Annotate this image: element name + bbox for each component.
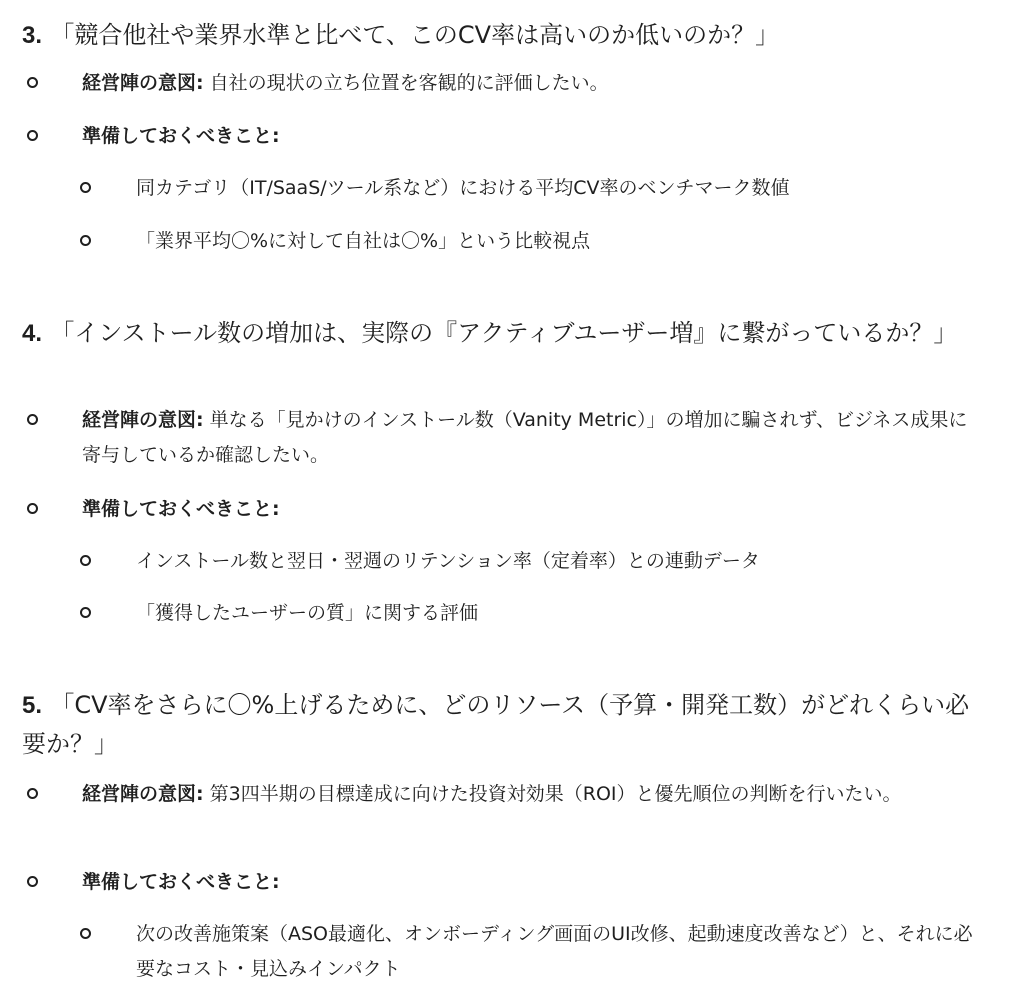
section-heading — [22, 314, 982, 353]
hollow-bullet-icon — [27, 130, 38, 141]
intent-item — [82, 66, 982, 101]
section-title: 「CV率をさらに〇%上げるために、どのリソース（予算・開発工数）がどれくらい必要か？」 — [22, 691, 970, 758]
hollow-bullet-icon — [80, 235, 91, 246]
prep-subitem-text: 同カテゴリ（IT/SaaS/ツール系など）における平均CV率のベンチマーク数値 — [136, 177, 790, 199]
prep-subitem-text: 次の改善施策案（ASO最適化、オンボーディング画面のUI改修、起動速度改善など）と、それに必要なコスト・見込みインパクト — [136, 923, 973, 980]
prep-label: 準備しておくべきこと: — [82, 498, 280, 520]
hollow-bullet-icon — [80, 928, 91, 939]
intent-label: 経営陣の意図: — [82, 783, 204, 805]
intent-item — [82, 403, 982, 473]
prep-subitem-text: 「業界平均〇%に対して自社は〇%」という比較視点 — [136, 230, 591, 252]
section-number: 5. — [22, 692, 43, 719]
hollow-bullet-icon — [80, 555, 91, 566]
prep-item — [82, 119, 982, 154]
prep-subitem-text: 「獲得したユーザーの質」に関する評価 — [136, 602, 479, 624]
intent-text: 単なる「見かけのインストール数（Vanity Metric）」の増加に騙されず、ビジネス成果に寄与しているか確認したい。 — [82, 409, 968, 466]
intent-label: 経営陣の意図: — [82, 72, 204, 94]
prep-label: 準備しておくべきこと: — [82, 871, 280, 893]
hollow-bullet-icon — [27, 876, 38, 887]
hollow-bullet-icon — [27, 414, 38, 425]
hollow-bullet-icon — [80, 607, 91, 618]
intent-text: 自社の現状の立ち位置を客観的に評価したい。 — [209, 72, 609, 94]
section-heading — [22, 686, 982, 763]
prep-subitem-text: インストール数と翌日・翌週のリテンション率（定着率）との連動データ — [136, 550, 760, 572]
intent-item — [82, 777, 982, 812]
prep-label: 準備しておくべきこと: — [82, 125, 280, 147]
section-title: 「インストール数の増加は、実際の『アクティブユーザー増』に繋がっているか？」 — [50, 319, 958, 347]
section-heading — [22, 16, 982, 55]
section-number: 4. — [22, 320, 43, 347]
hollow-bullet-icon — [80, 182, 91, 193]
hollow-bullet-icon — [27, 788, 38, 799]
intent-label: 経営陣の意図: — [82, 409, 204, 431]
prep-item — [82, 492, 982, 527]
hollow-bullet-icon — [27, 503, 38, 514]
prep-item — [82, 865, 982, 900]
hollow-bullet-icon — [27, 77, 38, 88]
section-title: 「競合他社や業界水準と比べて、このCV率は高いのか低いのか？」 — [50, 21, 780, 49]
intent-text: 第3四半期の目標達成に向けた投資対効果（ROI）と優先順位の判断を行いたい。 — [209, 783, 902, 805]
section-number: 3. — [22, 22, 43, 49]
